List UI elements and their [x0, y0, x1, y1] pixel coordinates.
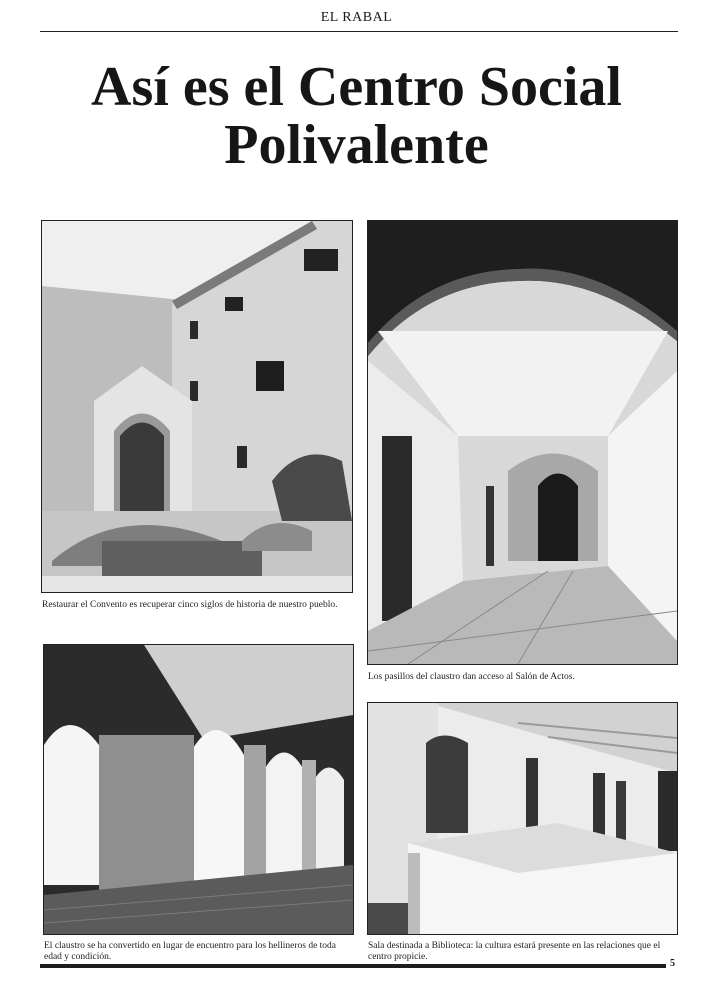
section-header: EL RABAL — [320, 10, 393, 25]
headline-line-2: Polivalente — [224, 114, 489, 176]
photo-cloister-corridor — [367, 220, 678, 665]
page-number: 5 — [670, 958, 675, 969]
caption-photo-4: Sala destinada a Biblioteca: la cultura estará presente en las relaciones que el centro propicie. — [368, 941, 661, 962]
photo-cloister-arcade — [43, 644, 354, 935]
photo-convent-exterior — [41, 220, 353, 593]
header-rule — [40, 31, 678, 32]
caption-photo-2: Los pasillos del claustro dan acceso al Salón de Actos. — [368, 672, 575, 682]
footer-rule — [40, 964, 666, 968]
caption-photo-3: El claustro se ha convertido en lugar de encuentro para los hellineros de toda edad y condición. — [44, 941, 337, 962]
photo-library-room — [367, 702, 678, 935]
caption-photo-1: Restaurar el Convento es recuperar cinco siglos de historia de nuestro pueblo. — [42, 600, 338, 610]
article-headline — [0, 58, 713, 174]
headline-line-1: Así es el Centro Social — [91, 56, 622, 118]
